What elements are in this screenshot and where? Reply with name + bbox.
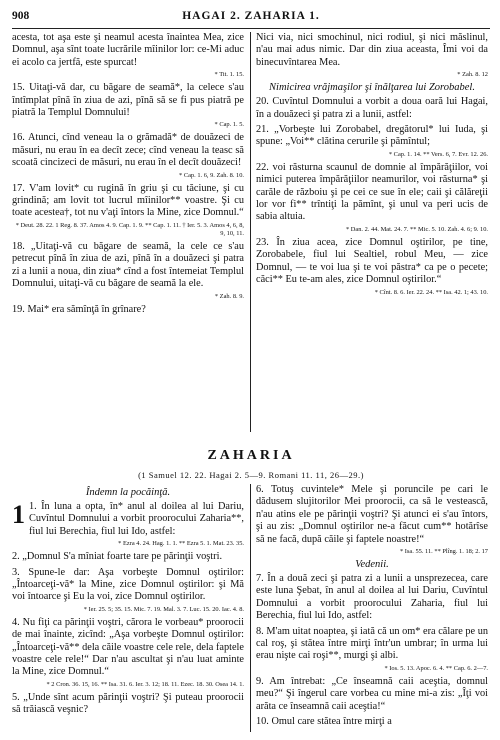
verse-text: 17. V'am lovit* cu rugină în griu şi cu tăciune, şi cu grindină; am lovit tot lucrul mîinilor** voastre. Şi cu toate acestea†, tot nu v'aţi întors la Mine, zice Domnul.“ bbox=[12, 182, 244, 219]
verse bbox=[256, 676, 488, 713]
verse-text: 5. „Unde sînt acum părinţii voştri? Şi puteau proorocii să trăiască veşnic? bbox=[12, 691, 244, 716]
cross-reference: * Cap. 1. 14. ** Vers. 6, 7. Evr. 12. 26. bbox=[388, 150, 488, 158]
book-references: (1 Samuel 12. 22. Hagai 2. 5—9. Romani 11. 11, 26—29.) bbox=[138, 470, 364, 480]
zaharia-columns bbox=[12, 484, 490, 732]
verse-text: 21. „Vorbeşte lui Zorobabel, dregătorul* lui Iuda, şi spune: „Voi** clătina cerurile şi pămîntul; bbox=[256, 124, 488, 148]
verse bbox=[256, 716, 488, 728]
verse-text: acesta, tot aşa este şi neamul acesta înaintea Mea, zice Domnul, aşa sînt toate lucrările mîinilor lor: ce-Mi aduc ei acolo ca jertfă, este spurcat! bbox=[12, 32, 244, 68]
verse-text: 2. „Domnul S'a mîniat foarte tare pe părinţii voştri. bbox=[12, 551, 223, 563]
verse-text: 16. Atunci, cînd veneau la o grămadă* de douăzeci de măsuri, nu erau în ea decît zece; cînd veneau la teasc să scoată cincizeci de măsuri, nu erau în el decît douăzeci! bbox=[12, 132, 244, 169]
verse bbox=[12, 32, 244, 69]
verse-text: 15. Uitaţi-vă dar, cu băgare de seamă*, la celece s'au întîmplat pînă în ziua de azi, pînă să se fi pus piatră pe piatră la Templul Domnului! bbox=[12, 82, 244, 119]
cross-reference: * Zah. 8. 9. bbox=[214, 292, 244, 300]
verse bbox=[12, 617, 244, 679]
cross-reference: * 2 Cron. 36. 15, 16. ** Isa. 31. 6. Ier. 3. 12; 18. 11. Ezec. 18. 30. Osea 14. 1. bbox=[46, 680, 244, 688]
verse bbox=[256, 162, 488, 224]
section-heading: Vedenii. bbox=[355, 559, 389, 571]
cross-reference: * Ezra 4. 24. Hag. 1. 1. ** Ezra 5. 1. Mat. 23. 35. bbox=[118, 540, 244, 548]
verse bbox=[256, 124, 488, 149]
verse bbox=[12, 132, 244, 169]
section-heading: Îndemn la pocăinţă. bbox=[85, 487, 171, 498]
page-number: 908 bbox=[12, 10, 30, 22]
cross-reference: * Ios. 5. 13. Apoc. 6. 4. ** Cap. 6. 2—7. bbox=[384, 664, 488, 672]
verse bbox=[12, 567, 244, 604]
zaharia-left-column bbox=[12, 484, 244, 720]
running-title: HAGAI 2. ZAHARIA 1. bbox=[182, 10, 320, 22]
column-divider-2 bbox=[250, 484, 251, 732]
verse-text: 8. M'am uitat noaptea, şi iată că un om* era călare pe un cal roş, şi stătea între mirţi într'un umbrar; în urma lui erau nişte cai roşi**, murgi şi albi. bbox=[256, 625, 488, 662]
verse-text: 10. Omul care stătea între mirţi a bbox=[256, 716, 392, 728]
left-column bbox=[12, 32, 244, 319]
verse bbox=[12, 82, 244, 119]
cross-reference: * Deut. 28. 22. 1 Reg. 8. 37. Amos 4. 9. Cap. 1. 9. ** Cap. 1. 11. † Ier. 5. 3. Amos 4, 6, 8, 9, 10, 11. bbox=[15, 221, 244, 237]
verse-text: 18. „Uitaţi-vă cu băgare de seamă, la cele ce s'au petrecut pînă în ziua de azi, pînă în a douăzeci şi patra zi a lunii a noua, din ziua* cînd a fost întemeiat Templul Domnului, uitaţi-vă cu băgare de seamă la ele. bbox=[12, 240, 244, 290]
chapter-number: 1 bbox=[12, 500, 25, 529]
verse-text: 3. Spune-le dar: Aşa vorbeşte Domnul oştirilor: „Întoarceţi-vă* la Mine, zice Domnul oştirilor: şi Mă voi întoarce şi Eu la voi, zice Domnul oştirilor. bbox=[12, 566, 244, 603]
cross-reference: * Zah. 8. 12 bbox=[457, 71, 488, 79]
verse bbox=[256, 626, 488, 663]
verse bbox=[256, 484, 488, 546]
verse bbox=[12, 551, 244, 563]
cross-reference: * Ier. 25. 5; 35. 15. Mic. 7. 19. Mal. 3. 7. Luc. 15. 20. Iac. 4. 8. bbox=[83, 605, 244, 613]
verse bbox=[256, 237, 488, 287]
verse-text: Nici via, nici smochinul, nici rodiul, şi nici măslinul, n'au mai adus nimic. Dar din ziua aceasta, Îmi voi da binecuvîntarea Mea. bbox=[256, 32, 488, 68]
book-title: ZAHARIA bbox=[207, 448, 295, 463]
verse bbox=[12, 304, 244, 316]
zaharia-right-column bbox=[256, 484, 488, 732]
cross-reference: * Cînt. 8. 6. Ier. 22. 24. ** Isa. 42. 1; 43. 10. bbox=[374, 288, 488, 296]
verse-text: 6. Totuş cuvintele* Mele şi poruncile pe cari le dădusem slujitorilor Mei proorocii, ca să le vestească, n'au atins ele pe părinţii voştri? Şi atunci ei s'au întors, şi au zis: „Domnul oştirilor ne-a făcut cum** hotărîse să ne facă, după căile şi faptele noastre!“ bbox=[256, 484, 488, 545]
verse bbox=[256, 32, 488, 69]
verse bbox=[256, 96, 488, 121]
section-heading: Nimicirea vrăjmaşilor şi înălţarea lui Zorobabel. bbox=[269, 82, 475, 94]
hagai-columns bbox=[12, 32, 490, 432]
verse bbox=[12, 241, 244, 291]
verse bbox=[256, 573, 488, 623]
cross-reference: * Dan. 2. 44. Mat. 24. 7. ** Mic. 5. 10. Zah. 4. 6; 9. 10. bbox=[345, 225, 488, 233]
verse-text: 20. Cuvîntul Domnului a vorbit a doua oară lui Hagai, în a douăzeci şi patra zi a lunii, astfel: bbox=[256, 96, 488, 120]
verse-text: 19. Mai* era sămînţă în grînare? bbox=[12, 303, 146, 315]
verse bbox=[12, 183, 244, 220]
cross-reference: * Tit. 1. 15. bbox=[214, 71, 244, 79]
page bbox=[12, 10, 490, 734]
verse bbox=[12, 692, 244, 717]
verse-text: 22. voi răsturna scaunul de domnie al împărăţiilor, voi nimici puterea împărăţiilor neamurilor, voi răsturna* şi carăle de războiu şi pe cei ce sue în ele; caii şi călăreţii lor vor fi** trîntiţi la pămînt, şi unul va peri ucis de sabia altuia. bbox=[256, 161, 488, 223]
verse-text: 4. Nu fiţi ca părinţii voştri, cărora le vorbeau* proorocii de mai înainte, zicînd: „Aşa vorbeşte Domnul oştirilor: „Întoarceţi-vă** dela căile voastre cele rele, dela faptele voastre cele rele!“ Dar n'au ascultat şi n'au luat aminte la Mine, zice Domnul.“ bbox=[12, 616, 244, 678]
running-header bbox=[12, 10, 490, 29]
cross-reference: * Cap. 1. 6, 9. Zah. 8. 10. bbox=[179, 171, 244, 179]
verse-text: 7. În a două zeci şi patra zi a lunii a unsprezecea, care este luna Şebat, în anul al doilea al lui Dariu, Cuvîntul Domnului a vorbit proorocului Zaharia, fiul lui Berechia, fiul lui Ido, astfel: bbox=[256, 573, 488, 622]
verse-text: 9. Am întrebat: „Ce înseamnă caii aceştia, domnul meu?“ Şi îngerul care vorbea cu mine mi-a zis: „Îţi voi arăta ce înseamnă caii aceştia!“ bbox=[256, 675, 488, 712]
right-column bbox=[256, 32, 488, 300]
cross-reference: * Isa. 55. 11. ** Plîng. 1. 18; 2. 17 bbox=[400, 548, 488, 556]
verse-text: 1. În luna a opta, în* anul al doilea al lui Dariu, Cuvîntul Domnului a vorbit proorocului Zaharia**, fiul lui Berechia, fiul lui Ido, astfel: bbox=[29, 501, 244, 537]
column-divider bbox=[250, 32, 251, 432]
cross-reference: * Cap. 1. 5. bbox=[214, 121, 244, 129]
verse bbox=[12, 501, 244, 538]
verse-text: 23. În ziua acea, zice Domnul oştirilor, pe tine, Zorobabele, fiul lui Sealtiel, robul Meu, — zice Domnul, — te voi lua şi te voi păstra* ca pe o pecete; căci** Eu te-am ales, zice Domnul oştirilor.“ bbox=[256, 236, 488, 286]
